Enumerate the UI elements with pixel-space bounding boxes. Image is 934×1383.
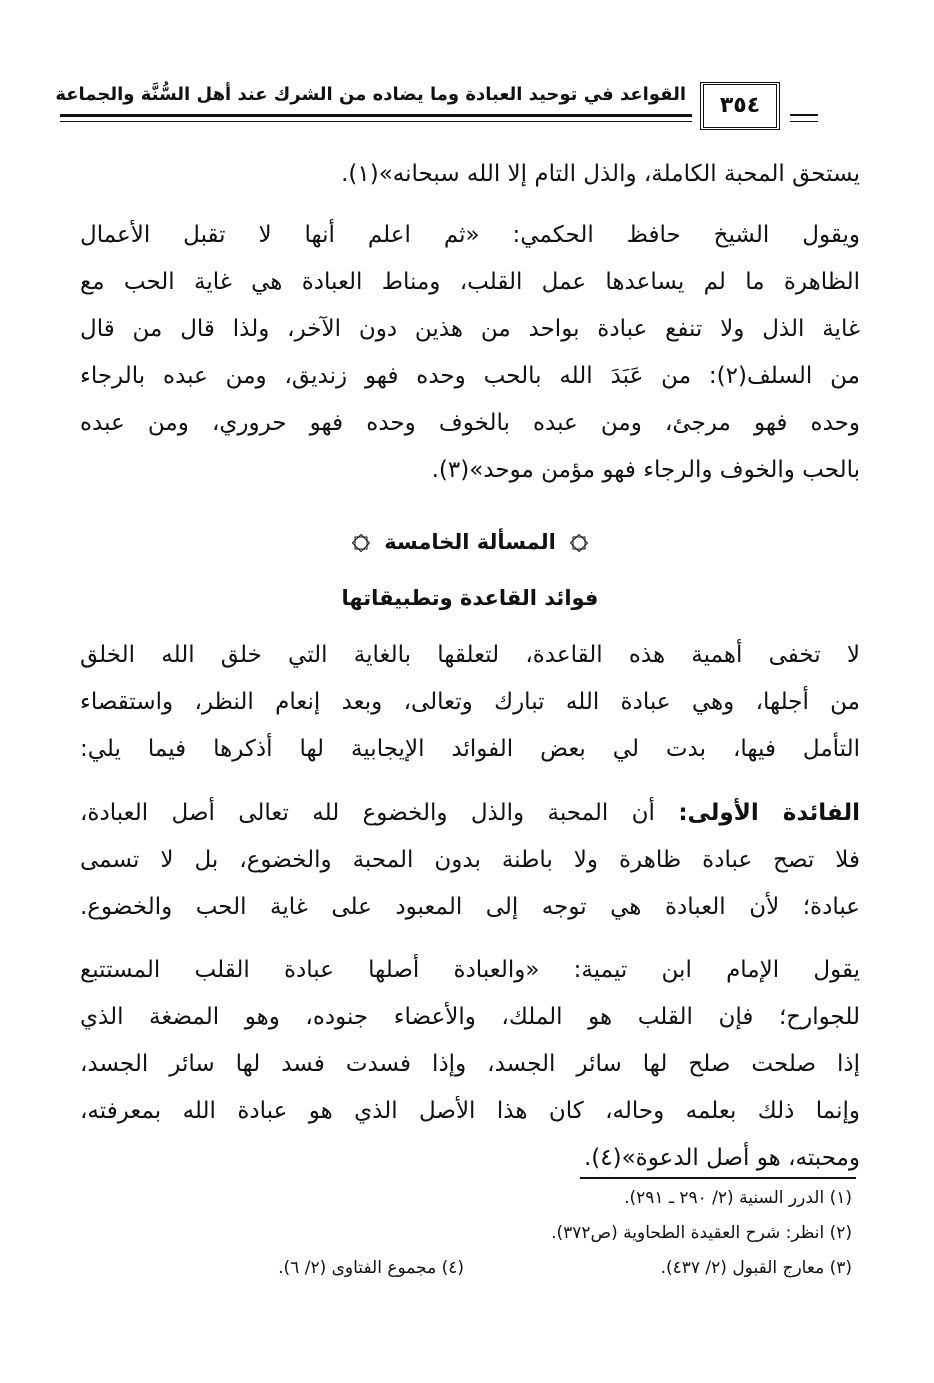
paragraph-line: وإنما ذلك بعلمه وحاله، كان هذا الأصل الذي هو عبادة الله بمعرفته، — [80, 1098, 860, 1124]
paragraph-line: ومحبته، هو أصل الدعوة»(٤). — [583, 1145, 860, 1171]
footnote: (٤) مجموع الفتاوى (٢/ ٦). — [278, 1258, 464, 1278]
paragraph-line: من أجلها، وهي عبادة الله تبارك وتعالى، وبعد إنعام النظر، واستقصاء — [80, 689, 860, 715]
paragraph-line: إذا صلحت صلح لها سائر الجسد، وإذا فسدت فسد لها سائر الجسد، — [80, 1051, 860, 1077]
paragraph-line: ويقول الشيخ حافظ الحكمي: «ثم اعلم أنها لا تقبل الأعمال — [80, 222, 860, 248]
paragraph-line: الظاهرة ما لم يساعدها عمل القلب، ومناط العبادة هي غاية الحب مع — [80, 269, 860, 295]
footnote: (١) الدرر السنية (٢/ ٢٩٠ ـ ٢٩١). — [624, 1188, 852, 1208]
section-subheading: فوائد القاعدة وتطبيقاتها — [341, 586, 599, 610]
benefit-label: الفائدة الأولى: — [678, 800, 860, 826]
paragraph-line: بالحب والخوف والرجاء فهو مؤمن موحد»(٣). — [431, 457, 860, 483]
header-rule — [60, 114, 692, 117]
paragraph-line: وحده فهو مرجئ، ومن عبده بالخوف وحده فهو حروري، ومن عبده — [80, 410, 860, 436]
footnote: (٢) انظر: شرح العقيدة الطحاوية (ص٣٧٢). — [551, 1223, 852, 1243]
paragraph-line: فلا تصح عبادة ظاهرة ولا باطنة بدون المحبة والخضوع، بل لا تسمى — [80, 847, 860, 873]
paragraph-line: من السلف(٢): من عَبَدَ الله بالحب وحده فهو زنديق، ومن عبده بالرجاء — [80, 363, 860, 389]
paragraph-line: يقول الإمام ابن تيمية: «والعبادة أصلها عبادة القلب المستتبع — [80, 957, 860, 983]
header-rule-short — [790, 114, 818, 122]
ornament-star-icon — [351, 533, 371, 553]
paragraph-line: للجوارح؛ فإن القلب هو الملك، والأعضاء جنوده، وهو المضغة الذي — [80, 1004, 860, 1030]
footnote-separator — [580, 1177, 856, 1179]
running-header-title: القواعد في توحيد العبادة وما يضاده من الشرك عند أهل السُّنَّة والجماعة — [55, 84, 686, 105]
paragraph-line — [80, 796, 860, 830]
paragraph-line: يستحق المحبة الكاملة، والذل التام إلا الله سبحانه»(١). — [341, 161, 860, 187]
paragraph-line: لا تخفى أهمية هذه القاعدة، لتعلقها بالغاية التي خلق الله الخلق — [80, 642, 860, 668]
ornament-star-icon — [569, 533, 589, 553]
paragraph-line: عبادة؛ لأن العبادة هي توجه إلى المعبود على غاية الحب والخضوع. — [80, 894, 860, 920]
footnote: (٣) معارج القبول (٢/ ٤٣٧). — [660, 1258, 852, 1278]
header-rule-thin — [60, 121, 692, 122]
section-heading-text: المسألة الخامسة — [384, 530, 556, 554]
page-number-box: ٣٥٤ — [700, 82, 780, 130]
benefit-text: أن المحبة والذل والخضوع لله تعالى أصل العبادة، — [80, 800, 679, 826]
section-heading — [80, 530, 860, 554]
paragraph-line: غاية الذل ولا تنفع عبادة بواحد من هذين دون الآخر، ولذا قال من قال — [80, 316, 860, 342]
paragraph-line: التأمل فيها، بدت لي بعض الفوائد الإيجابية لها أذكرها فيما يلي: — [80, 736, 860, 762]
